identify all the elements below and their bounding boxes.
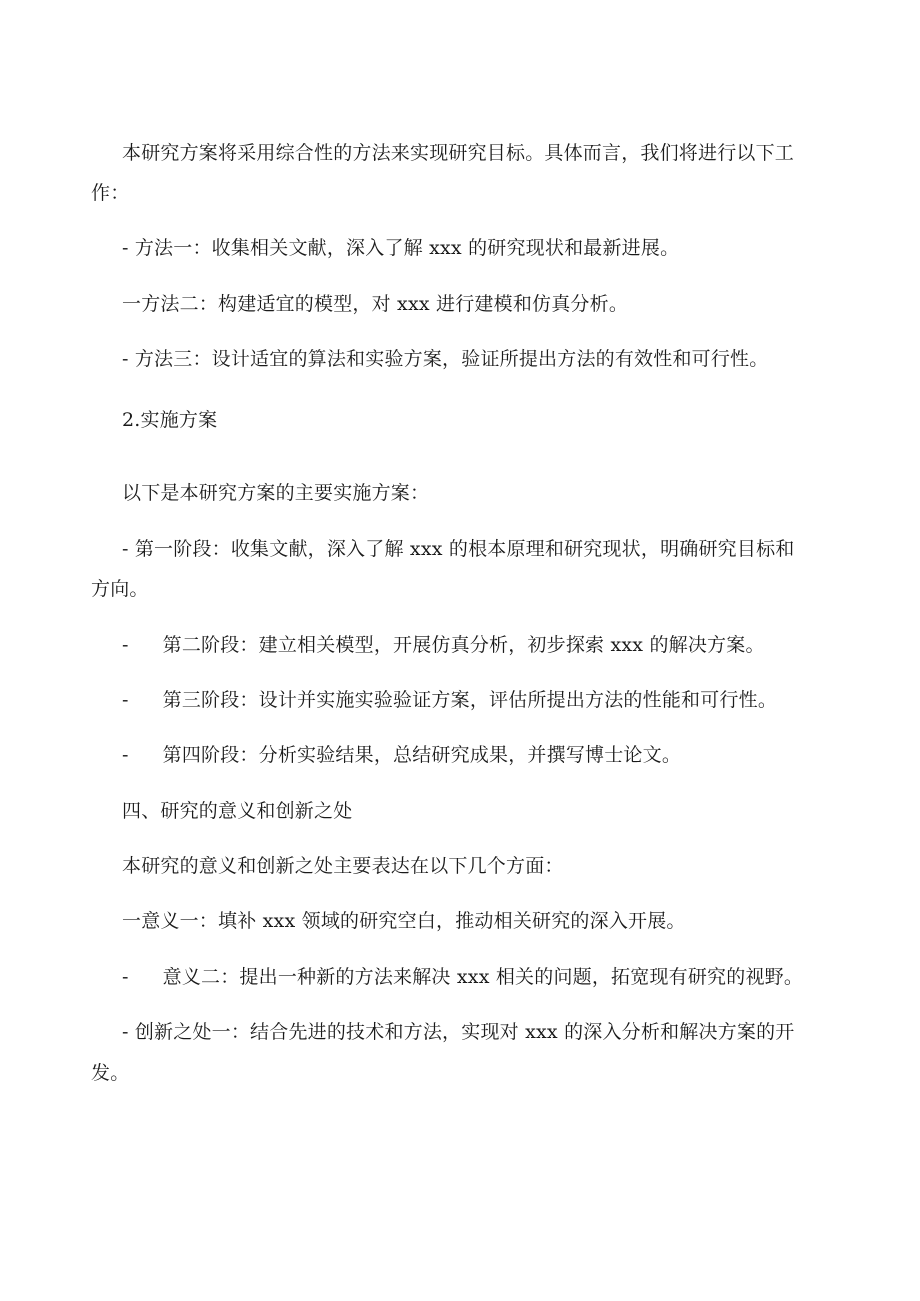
stage-item xyxy=(122,743,681,767)
list-dash: - xyxy=(122,634,129,656)
list-dash: - xyxy=(122,966,129,988)
method-item: - 方法三：设计适宜的算法和实验方案，验证所提出方法的有效性和可行性。 xyxy=(122,348,769,370)
paragraph-line: 本研究的意义和创新之处主要表达在以下几个方面： xyxy=(122,855,564,877)
innovation-item-continuation: 发。 xyxy=(91,1062,130,1084)
stage-item-continuation: 方向。 xyxy=(91,578,149,600)
stage-text: 第二阶段：建立相关模型，开展仿真分析，初步探索 xxx 的解决方案。 xyxy=(162,634,765,656)
meaning-item xyxy=(122,965,803,989)
list-dash: - xyxy=(122,689,129,711)
paragraph-line: 以下是本研究方案的主要实施方案： xyxy=(122,482,430,504)
meaning-item: 一意义一：填补 xxx 领域的研究空白，推动相关研究的深入开展。 xyxy=(122,910,686,932)
stage-text: 第三阶段：设计并实施实验验证方案，评估所提出方法的性能和可行性。 xyxy=(162,689,778,711)
meaning-text: 意义二：提出一种新的方法来解决 xxx 相关的问题，拓宽现有研究的视野。 xyxy=(162,966,804,988)
method-item: - 方法一：收集相关文献，深入了解 xxx 的研究现状和最新进展。 xyxy=(122,237,680,259)
paragraph-line: 作： xyxy=(91,182,130,204)
section-heading: 2.实施方案 xyxy=(122,409,218,431)
list-dash: - xyxy=(122,744,129,766)
stage-item xyxy=(122,633,765,657)
section-heading: 四、研究的意义和创新之处 xyxy=(122,800,353,822)
stage-item: - 第一阶段：收集文献，深入了解 xxx 的根本原理和研究现状，明确研究目标和 xyxy=(122,538,795,560)
stage-text: 第四阶段：分析实验结果，总结研究成果，并撰写博士论文。 xyxy=(162,744,682,766)
paragraph-line: 本研究方案将采用综合性的方法来实现研究目标。具体而言，我们将进行以下工 xyxy=(122,142,795,164)
innovation-item: - 创新之处一：结合先进的技术和方法，实现对 xxx 的深入分析和解决方案的开 xyxy=(122,1021,795,1043)
method-item: 一方法二：构建适宜的模型，对 xxx 进行建模和仿真分析。 xyxy=(122,293,629,315)
stage-item xyxy=(122,688,777,712)
